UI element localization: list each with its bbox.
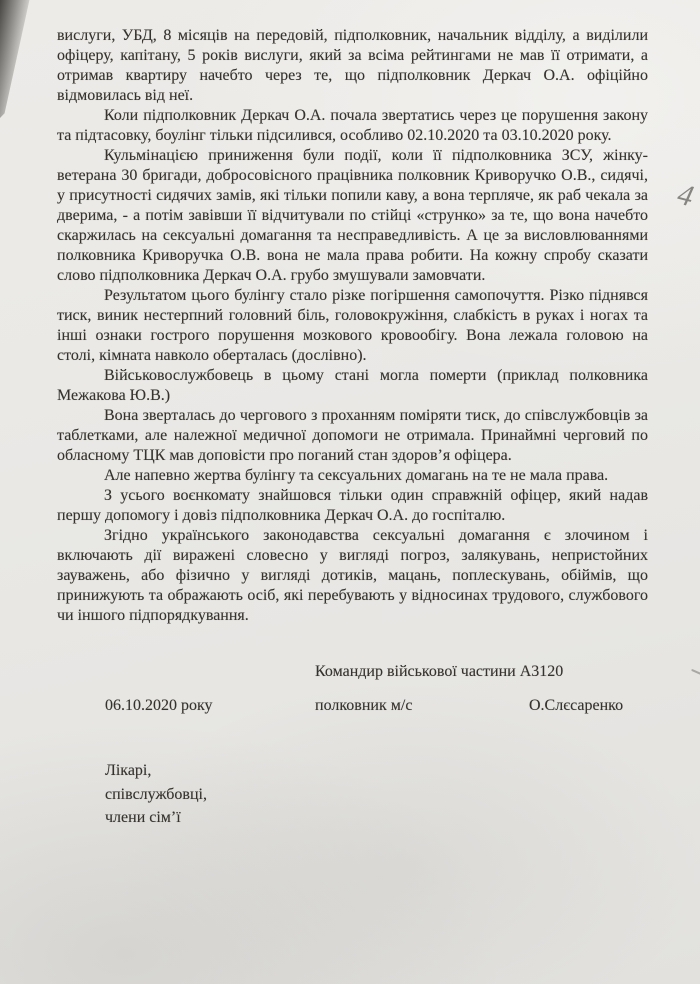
paragraph: Вона зверталась до чергового з проханням поміряти тиск, до співслужбовців за таблетками, але належної медичної допомоги не отримала. Принаймні черговий по обласному ТЦК мав доповісти про поганий стан здоров’я офіцера.	[57, 407, 648, 464]
paragraph: Військовослужбовець в цьому стані могла померти (приклад полковника Межакова Ю.В.)	[57, 367, 648, 404]
signature-date: 06.10.2020 року	[105, 697, 213, 714]
pen-dash-mark	[691, 669, 700, 675]
recipients-list	[105, 759, 648, 830]
paragraph: Але напевно жертва булінгу та сексуальних домагань на те не мала права.	[104, 467, 609, 484]
handwritten-page-mark: 4	[674, 177, 697, 214]
paragraph: вислуги, УБД, 8 місяців на передовій, підполковник, начальник відділу, а виділили офіцеру, капітану, 5 років вислуги, який за всіма рейтингами не мав її отримати, а отримав квартиру начебто через те, що підполковник Деркач О.А. офіційно відмовилась від неї.	[57, 27, 648, 104]
document-body-text	[57, 26, 648, 830]
signature-row	[57, 696, 648, 717]
paragraph: Коли підполковник Деркач О.А. почала звертатись через це порушення закону та підтасовку, боулінг тільки підсилився, особливо 02.10.2020 та 03.10.2020 року.	[57, 107, 648, 144]
recipient-line: члени сім’ї	[105, 809, 181, 826]
paragraph: Результатом цього булінгу стало різке погіршення самопочуття. Різко піднявся тиск, виник нестерпний головний біль, головокружіння, слабкість в руках і ногах та інші ознаки гострого порушення мозкового кровообігу. Вона лежала головою на столі, кімната навколо оберталась (дослівно).	[57, 287, 648, 364]
recipient-line: Лікарі,	[105, 762, 152, 779]
page-corner-shadow	[0, 0, 46, 118]
paragraph: З усього воєнкомату знайшовся тільки один справжній офіцер, який надав першу допомогу і довіз підполковника Деркач О.А. до госпіталю.	[57, 487, 648, 524]
paragraph: Згідно українського законодавства сексуальні домагання є злочином і включають дії виражені словесно у вигляді погроз, залякувань, непристойних зауважень, або фізично у вигляді дотиків, мацань, поплескувань, обіймів, що принижують та ображають осіб, які перебувають у відносинах трудового, службового чи іншого підпорядкування.	[57, 527, 648, 624]
paragraph: Кульмінацією приниження були події, коли її підполковника ЗСУ, жінку-ветерана 30 бригади, добросовісного працівника полковник Криворучко О.В., сидячі, у присутності сидячих замів, які тільки попили каву, а вона терпляче, як раб чекала за дверима, - а потім завівши її відчитували по стійці «струнко» за те, що вона начебто скаржилась на сексуальні домагання та несправедливість. А це за висловлюваннями полковника Криворучка О.В. вона не мала права робити. На кожну спробу сказати слово підполковника Деркач О.А. грубо змушували замовчати.	[57, 147, 648, 284]
signature-rank: полковник м/с	[315, 697, 413, 714]
signature-commander-line: Командир військової частини А3120	[315, 663, 564, 680]
recipient-line: співслужбовці,	[105, 785, 207, 803]
signature-name: О.Слєсаренко	[529, 697, 624, 714]
